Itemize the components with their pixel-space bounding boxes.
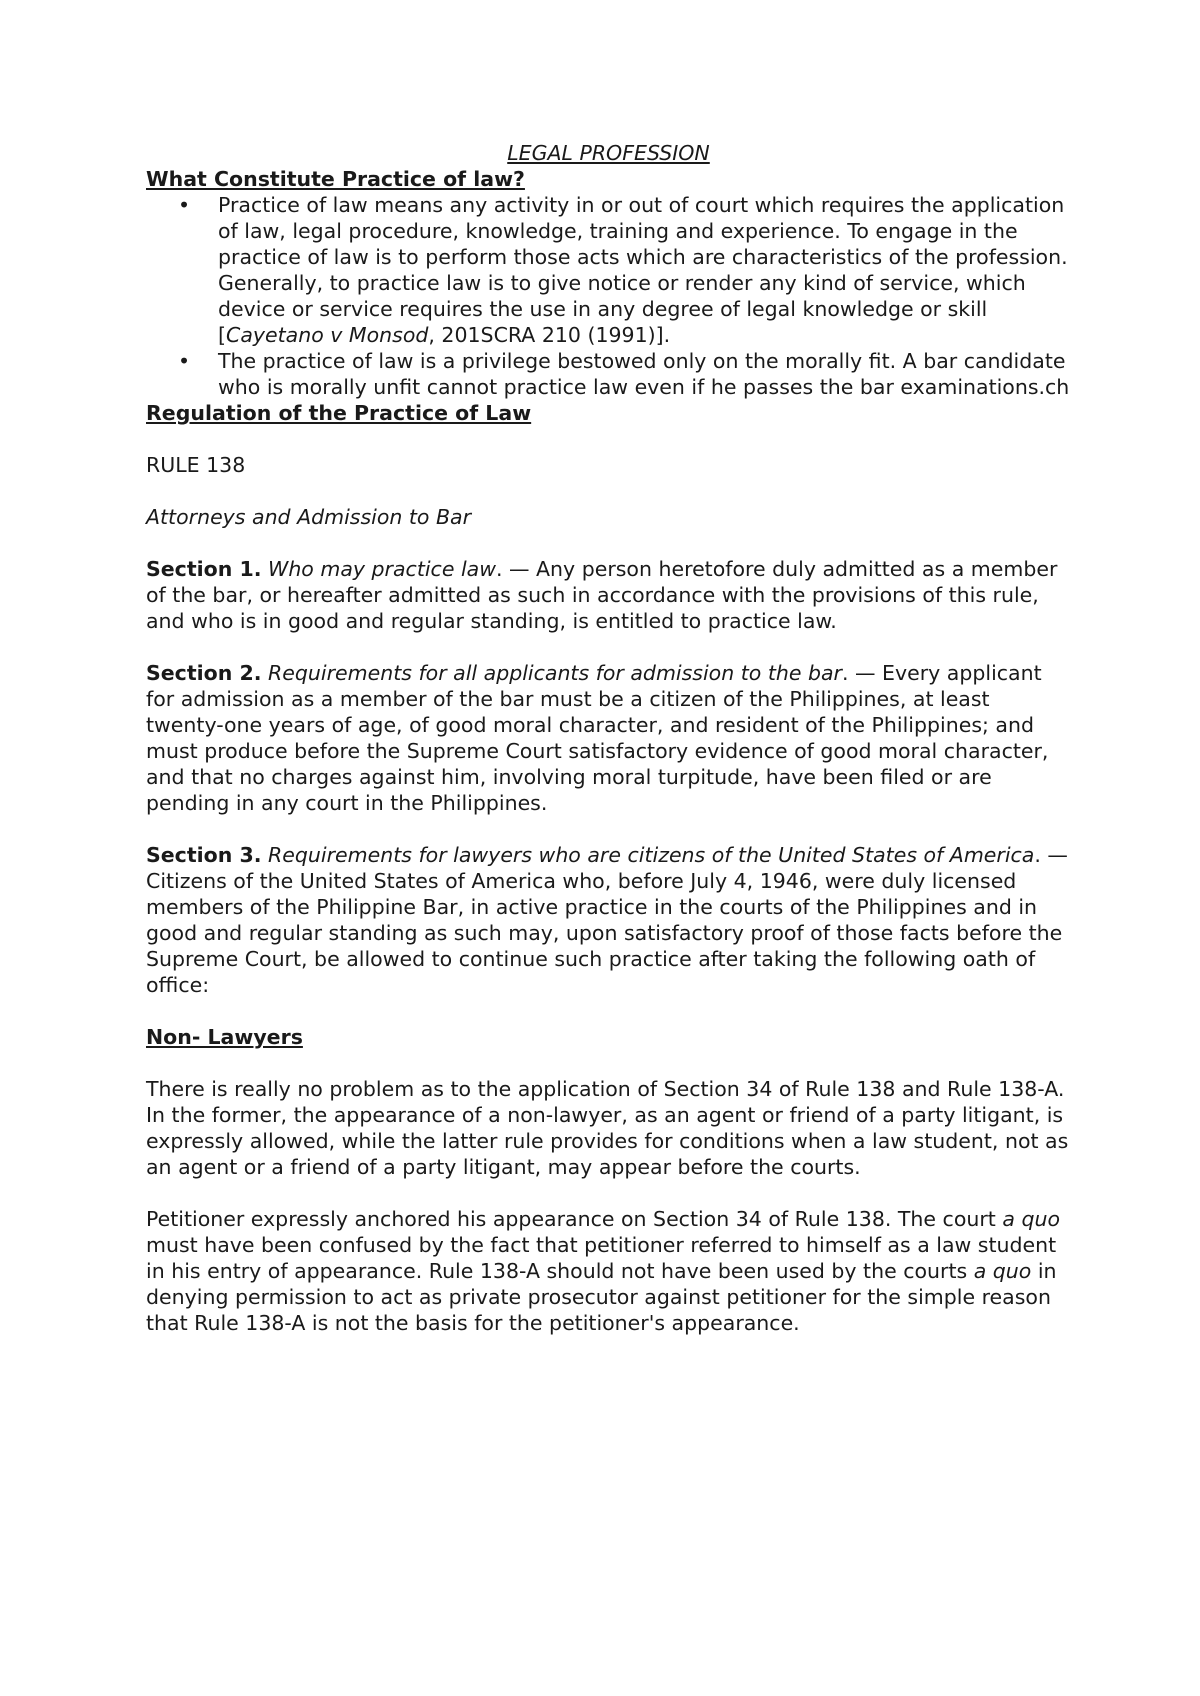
non-lawyers-paragraph-1: There is really no problem as to the application of Section 34 of Rule 138 and Rule 138-A. In the former, the appearance of a non-lawyer, as an agent or friend of a party litigant, is expressly allowed, while the latter rule provides for conditions when a law student, not as an agent or a friend of a party litigant, may appear before the courts.: [146, 1077, 1069, 1179]
document-page: [146, 140, 1071, 1336]
non-lawyers-paragraph-2: Petitioner expressly anchored his appearance on Section 34 of Rule 138. The court a quo must have been confused by the fact that petitioner referred to himself as a law student in his entry of appearance. Rule 138-A should not have been used by the courts a quo in denying permission to act as private prosecutor against petitioner for the simple reason that Rule 138-A is not the basis for the petitioner's appearance.: [146, 1207, 1060, 1335]
list-item: • Practice of law means any activity in or out of court which requires the application of law, legal procedure, knowledge, training and experience. To engage in the practice of law is to perform those acts which are characteristics of the profession. Generally, to practice law is to give notice or render any kind of service, which device or service requires the use in any degree of legal knowledge or skill [Cayetano v Monsod, 201SCRA 210 (1991)].: [178, 193, 1068, 347]
section-body: . — Citizens of the United States of America who, before July 4, 1946, were duly licensed members of the Philippine Bar, in active practice in the courts of the Philippines and in good and regular standing as such may, upon satisfactory proof of those facts before the Supreme Court, be allowed to continue such practice after taking the following oath of office:: [146, 843, 1068, 997]
bullet-icon: •: [178, 349, 191, 373]
section-label: Section 3.: [146, 843, 262, 867]
section-title: Who may practice law: [268, 557, 496, 581]
rule-label: RULE 138: [146, 453, 246, 477]
section-label: Section 2.: [146, 661, 262, 685]
case-citation: Cayetano v Monsod: [226, 323, 429, 347]
heading-regulation: Regulation of the Practice of Law: [146, 401, 532, 425]
list-item: • The practice of law is a privilege bestowed only on the morally fit. A bar candidate who is morally unfit cannot practice law even if he passes the bar examinations.ch: [178, 349, 1070, 399]
document-title: LEGAL PROFESSION: [507, 141, 710, 165]
heading-non-lawyers: Non- Lawyers: [146, 1025, 303, 1049]
section-3-paragraph: [146, 842, 1071, 998]
section-title: Requirements for lawyers who are citizens of the United States of America: [268, 843, 1035, 867]
section-1-paragraph: [146, 556, 1071, 634]
latin-term: a quo: [1002, 1207, 1060, 1231]
latin-term: a quo: [973, 1259, 1032, 1283]
section-body: . — Any person heretofore duly admitted as a member of the bar, or hereafter admitted as such in accordance with the provisions of this rule, and who is in good and regular standing, is entitled to practice law.: [146, 557, 1058, 633]
bullet-icon: •: [178, 193, 191, 217]
heading-practice-of-law: What Constitute Practice of law?: [146, 167, 525, 191]
section-2-paragraph: [146, 660, 1071, 816]
section-body: . — Every applicant for admission as a member of the bar must be a citizen of the Philippines, at least twenty-one years of age, of good moral character, and resident of the Philippines; and must produce before the Supreme Court satisfactory evidence of good moral character, and that no charges against him, involving moral turpitude, have been filed or are pending in any court in the Philippines.: [146, 661, 1049, 815]
section-label: Section 1.: [146, 557, 262, 581]
section-title: Requirements for all applicants for admission to the bar: [268, 661, 842, 685]
rule-subtitle: Attorneys and Admission to Bar: [146, 505, 472, 529]
practice-of-law-list: [146, 192, 1071, 400]
